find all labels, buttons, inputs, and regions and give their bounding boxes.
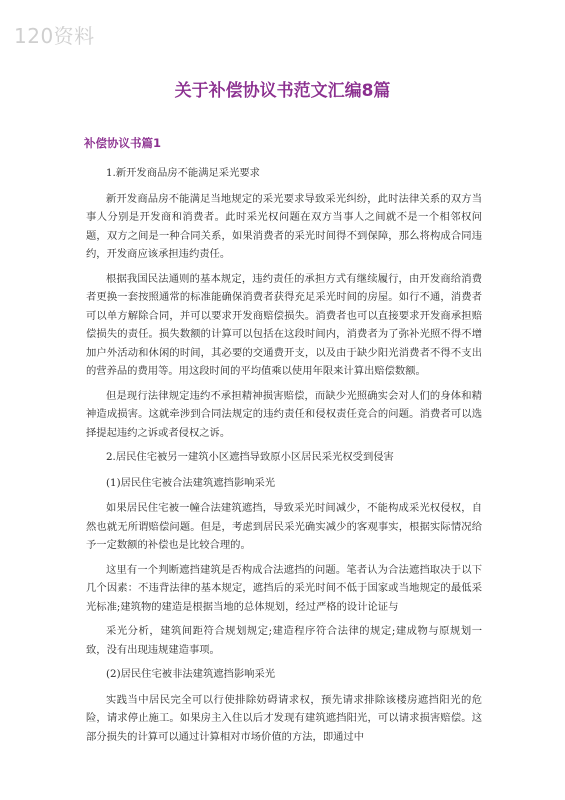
paragraph: 但是现行法律规定违约不承担精神损害赔偿，而缺少光照确实会对人们的身体和精神造成损害。这就牵涉到合同法规定的违约责任和侵权责任竞合的问题。消费者可以选择提起违约之诉或者侵权之诉。: [86, 389, 482, 439]
paragraph: 根据我国民法通则的基本规定，违约责任的承担方式有继续履行，由开发商给消费者更换一套按照通常的标准能确保消费者获得充足采光时间的房屋。如行不通，消费者可以单方解除合同，并可以要求开发商赔偿损失。消费者也可以直接要求开发商承担赔偿损失的责任。损失数额的计算可以包括在这段时间内，消费者为了弥补光照不得不增加户外活动和休闲的时间，其必要的交通费开支，以及由于缺少阳光消费者不得不支出的营养品的费用等。用这段时间的平均值乘以使用年限来计算出赔偿数额。: [86, 272, 482, 377]
paragraph: 采光分析，建筑间距符合规划规定;建造程序符合法律的规定;建成物与原规划一致，没有出现违规建造事项。: [86, 625, 482, 656]
watermark: 120资料: [14, 24, 95, 48]
paragraph: 如果居民住宅被一幢合法建筑遮挡，导致采光时间减少，不能构成采光权侵权，自然也就无所谓赔偿问题。但是，考虑到居民采光确实减少的客观事实，根据实际情况给予一定数额的补偿也是比较合理的。: [86, 502, 482, 551]
list-item-heading: 2.居民住宅被另一建筑小区遮挡导致原小区居民采光权受到侵害: [106, 451, 394, 463]
list-item-heading: 1.新开发商品房不能满足采光要求: [106, 167, 260, 179]
sub-item-heading: (2)居民住宅被非法建筑遮挡影响采光: [106, 668, 276, 680]
paragraph: 实践当中居民完全可以行使排除妨碍请求权，预先请求排除该楼房遮挡阳光的危险，请求停止施工。如果房主入住以后才发现有建筑遮挡阳光，可以请求损害赔偿。这部分损失的计算可以通过计算相对市场价值的方法，即通过中: [86, 693, 482, 743]
paragraph: 这里有一个判断遮挡建筑是否构成合法遮挡的问题。笔者认为合法遮挡取决于以下几个因素：不违背法律的基本规定，遮挡后的采光时间不低于国家或当地规定的最低采光标准;建筑物的建造是根据当地的总体规划，经过严格的设计论证与: [86, 563, 482, 613]
sub-item-heading: (1)居民住宅被合法建筑遮挡影响采光: [106, 476, 276, 489]
document-title: 关于补偿协议书范文汇编8篇: [174, 81, 391, 101]
paragraph: 新开发商品房不能满足当地规定的采光要求导致采光纠纷，此时法律关系的双方当事人分别是开发商和消费者。此时采光权问题在双方当事人之间就不是一个相邻权问题，双方之间是一种合同关系，如果消费者的采光时间得不到保障，那么将构成合同违约，开发商应该承担违约责任。: [86, 192, 482, 260]
section-heading: 补偿协议书篇1: [84, 136, 162, 150]
document-body: [86, 164, 482, 752]
